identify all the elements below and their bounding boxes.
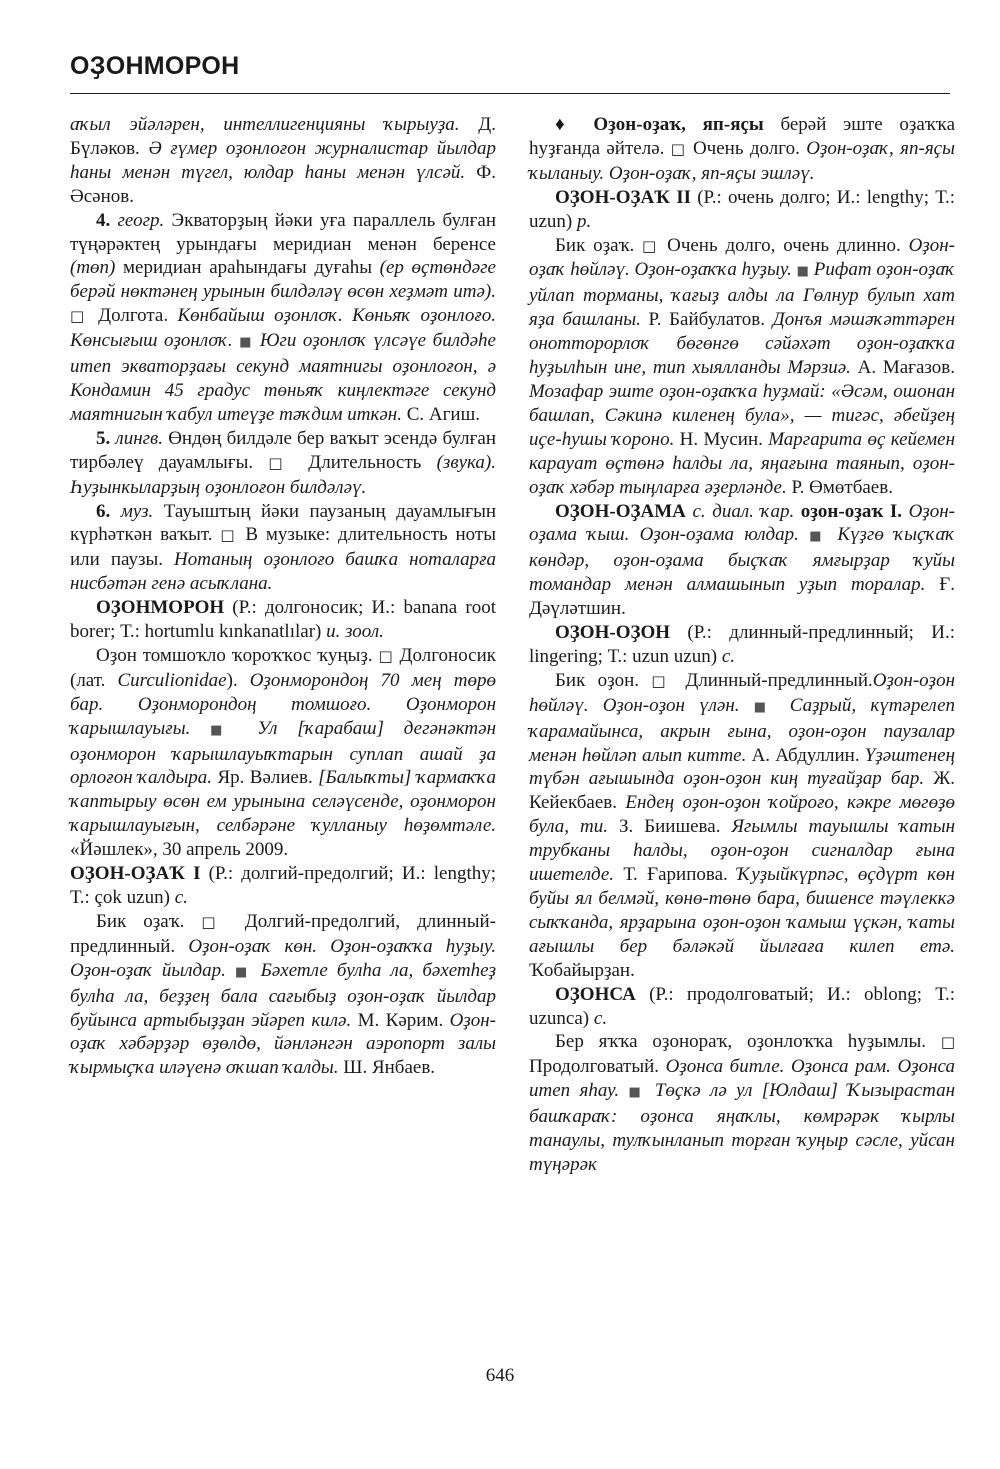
dictionary-paragraph: ОҘОН-ОҘАҠ I (Р.: долгий-предолгий; И.: lengthy; Т.: çok uzun) с.: [70, 863, 497, 908]
dictionary-paragraph: Оҙон томшоҡло ҡороҡҡос ҡуңыҙ. □ Долгоносик (лат. Curculionidae). Оҙонморондоң 70 мең төрө бар. Оҙонморондоң томшоғо. Оҙонморон ҡарышлауығы. ■ Ул [ҡарабаш] дегәнәктән оҙонморон ҡарышлауыҡтарын суплап ашай ҙа орлоғон ҡалдыра. Яр. Вәлиев. [Балыҡты] ҡармаҡҡа ҡаптырыу өсөн ем урынына селәүсенде, оҙонморон ҡарышлауығын, селбәрәне ҡулланыу һөҙөмтәле. «Йәшлек», 30 апрель 2009.: [70, 644, 497, 861]
dictionary-paragraph: Бик оҙаҡ. □ Очень долго, очень длинно. Оҙон-оҙаҡ һөйләү. Оҙон-оҙаҡҡа һуҙыу. ■ Рифат оҙон-оҙаҡ уйлап торманы, ҡағыҙ алды ла Гөлнур булып хат яҙа башланы. Р. Байбулатов. Донъя мәшәҡәттәрен онотторорлоҡ бөгөнгө сәйәхәт оҙон-оҙаҡҡа һуҙылһын ине, тип хыялланды Мәрзиә. А. Мағазов. Мозафар эште оҙон-оҙаҡҡа һуҙмай: «Әсәм, ошонан башлап, Сәкинә киленең була», — тигәс, әбейҙең иҫе-һушы ҡороно. Н. Мусин. Маргарита өҫ кейемен карауат өҫтөнә һалды ла, яңағына таянып, оҙон-оҙаҡ хәбәр тыңларға әҙерләнде. Р. Өмөтбаев.: [529, 234, 956, 498]
dictionary-paragraph: Бер яҡҡа оҙонораҡ, оҙонлоҡҡа һуҙымлы. □ Продолговатый. Оҙонса битле. Оҙонса рам. Оҙонса итеп яһау. ■ Төҫкә лә ул [Юлдаш] Ҡызырастан башҡараҡ: оҙонса яңаҡлы, көмрәрәк ҡырлы танаулы, тулҡынланып торған ҡуңыр сәсле, уйсан түңәрәк: [529, 1031, 955, 1175]
dictionary-paragraph: ОҘОН-ОҘАҠ II (Р.: очень долго; И.: lengthy; Т.: uzun) р.: [529, 186, 955, 232]
dictionary-paragraph: 4. геогр. Экваторҙың йәки уға параллель булған түңәрәктең урындағы меридиан менән беренсе (төп) меридиан араһындағы дуғаһы (ер өҫтөндәге берәй нөктәнең урынын билдәләү өсөн хеҙмәт итә). □ Долгота. Көнбайыш оҙонлоҡ. Көньяҡ оҙонлоғо. Көнсығыш оҙонлоҡ. ■ Юги оҙонлоҡ үлсәүе билдәһе итеп экваторҙағы секунд маятнигы оҙонлоғон, ә Кондамин 45 градус төньяҡ киңлектәге секунд маятнигын ҡабул итеүҙе тәҡдим иткән. С. Агиш.: [70, 209, 496, 425]
dictionary-paragraph: Бик оҙон. □ Длинный-предлинный.Оҙон-оҙон һөйләү. Оҙон-оҙон үлән. ■ Саҙрый, күтәрелеп ҡарамайынса, акрын ғына, оҙон-оҙон паузалар менән һөйләп алып китте. А. Абдуллин. Үҙәштенең түбән ағышында оҙон-оҙон киң туғайҙар бар. Ж. Кейекбаев. Ендең оҙон-оҙон ҡойроғо, кәкре мөгөҙө була, ти. З. Биишева. Ягымлы тауышлы ҡатын трубканы һалды, оҙон-оҙон сигналдар ғына ишетелде. Т. Ғарипова. Ҡуҙыйкүрпәс, өҫдүрт көн буйы ял белмәй, көнө-төнө бара, бишенсе тәүлеккә сыҡҡанда, ярҙарына оҙон-оҙон ҡамыш үҫкән, ҡаты ағышлы бер бәләкәй йылғаға килеп етә. Ҡобайырҙан.: [529, 669, 956, 981]
right-column: [529, 113, 955, 1177]
running-head: ОҘОНМОРОН: [70, 52, 240, 80]
dictionary-paragraph: 6. муз. Тауыштың йәки паузаның дауамлығын күрһәткән ваҡыт. □ В музыке: длительность ноты или паузы. Нотаның оҙонлоғо башҡа ноталарға нисбәтән генә асыҡлана.: [70, 500, 497, 595]
dictionary-paragraph: 5. лингв. Өндөң билдәле бер ваҡыт эсендә булған тирбәлеү дауамлығы. □ Длительность (звука). Һуҙынкыларҙың оҙонлоғон билдәләү.: [70, 427, 496, 498]
dictionary-paragraph: ОҘОНМОРОН (Р.: долгоносик; И.: banana root borer; Т.: hortumlu kınkanatlılar) и. зоол.: [70, 597, 496, 643]
dictionary-paragraph: Бик оҙаҡ. □ Долгий-предолгий, длинный-предлинный. Оҙон-оҙаҡ көн. Оҙон-оҙаҡҡа һуҙыу. Оҙон-оҙаҡ йылдар. ■ Бәхетле булһа ла, бәхетһеҙ булһа ла, беҙҙең бала сағыбыҙ оҙон-оҙаҡ йылдар буйынса артыбыҙҙан эйәреп килә. М. Кәрим. Оҙон-оҙаҡ хәбәрҙәр өҙөлдө, йәнләнгән аэропорт залы ҡырмыҫҡа иләүенә оҡшап ҡалды. Ш. Янбаев.: [70, 910, 497, 1079]
dictionary-paragraph: аҡыл эйәләрен, интеллигенцияны ҡырыуҙа. Д. Бүләков. Ә ғүмер оҙонлоғон журналистар йылдар һаны менән түгел, юлдар һаны менән үлсәй. Ф. Әсәнов.: [70, 114, 497, 207]
dictionary-paragraph: ♦ Оҙон-оҙаҡ, яп-яҫы берәй эште оҙаҡҡа һуҙғанда әйтелә. □ Очень долго. Оҙон-оҙаҡ, яп-яҫы ҡыланыу. Оҙон-оҙаҡ, яп-яҫы эшләү.: [529, 114, 956, 184]
dictionary-paragraph: ОҘОН-ОҘАМА с. диал. ҡар. оҙон-оҙаҡ I. Оҙон-оҙама ҡыш. Оҙон-оҙама юлдар. ■ Күҙгө ҡыҫҡаҡ көндәр, оҙон-оҙама быҫҡаҡ ямғырҙар ҡуйы томандар менән алмашынып уҙып торалар. Ғ. Дәүләтшин.: [529, 500, 956, 620]
dictionary-paragraph: ОҘОНСА (Р.: продолговатый; И.: oblong; Т.: uzunca) с.: [529, 983, 955, 1029]
dictionary-paragraph: ОҘОН-ОҘОН (Р.: длинный-предлинный; И.: lingering; Т.: uzun uzun) с.: [529, 622, 955, 667]
page-header: [70, 52, 950, 81]
page-number: 646: [485, 1365, 515, 1386]
left-column: [70, 113, 496, 1080]
header-rule: [70, 93, 950, 94]
